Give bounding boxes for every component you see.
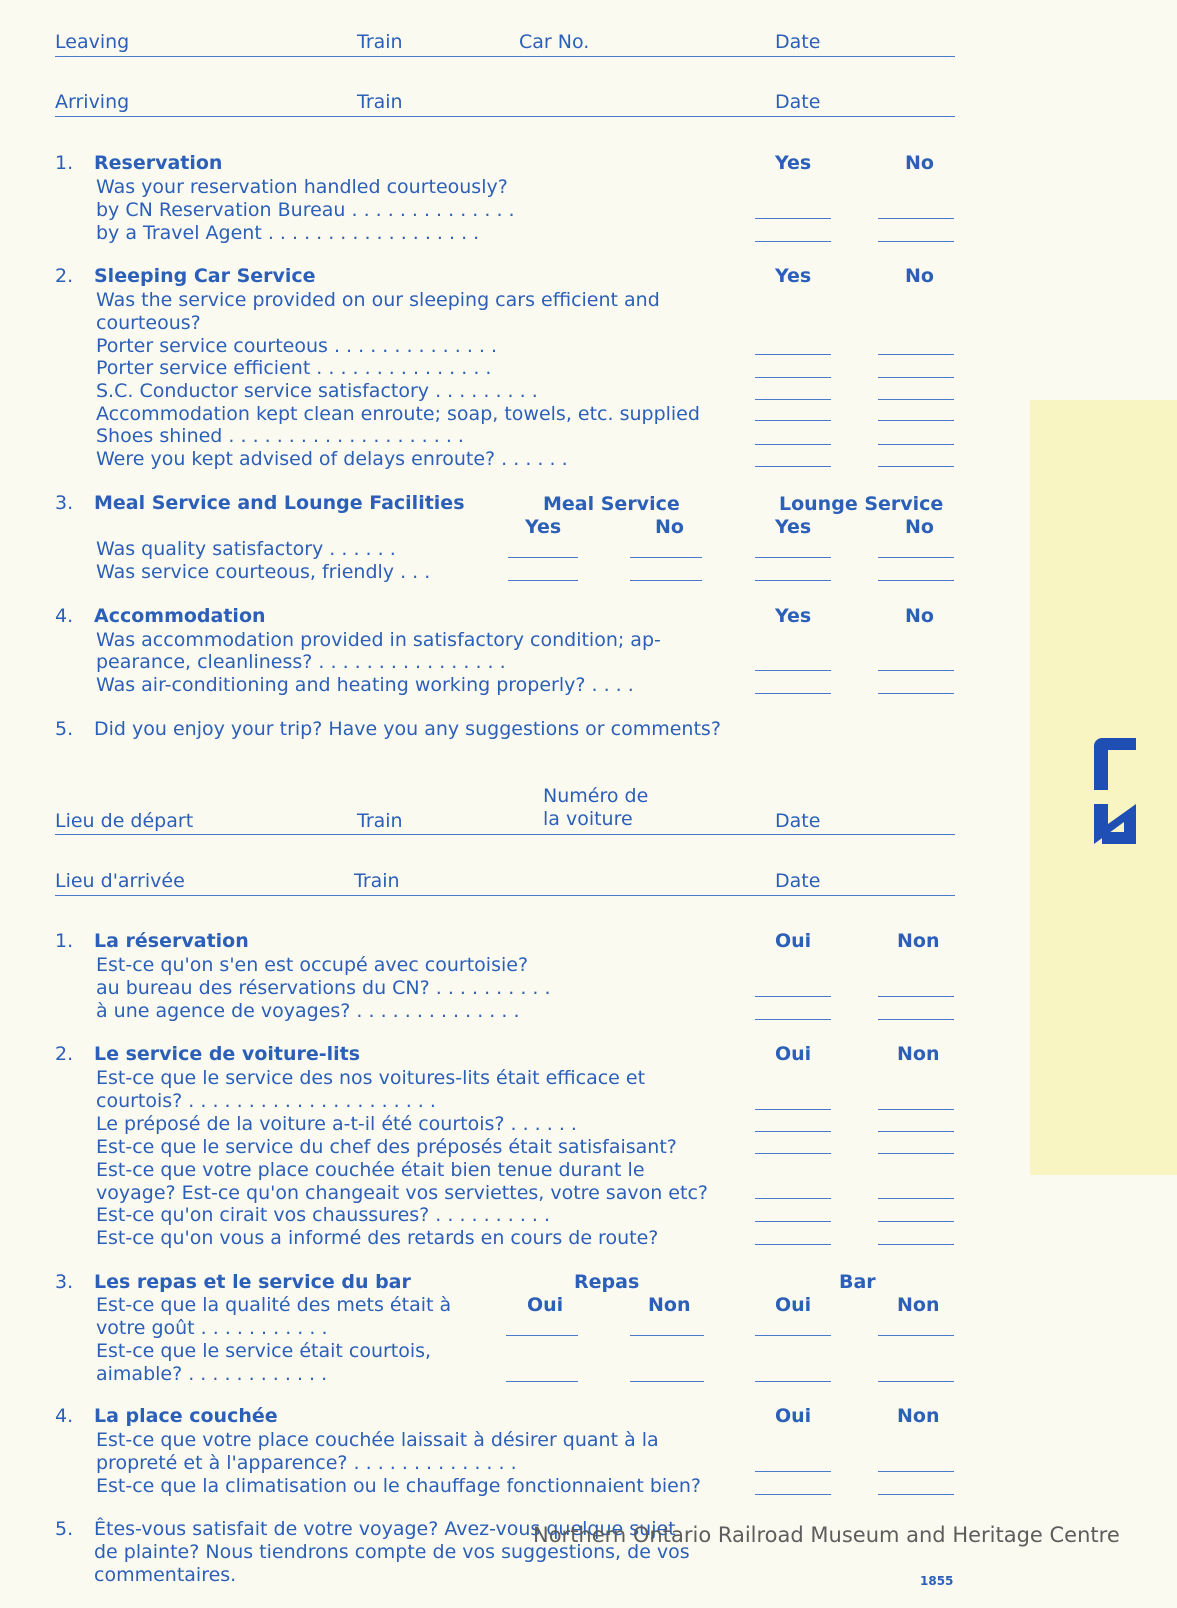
answer-blank[interactable] [878,693,954,694]
fr-q4-title: La place couchée [94,1405,278,1427]
fr-date-label-2: Date [775,870,821,892]
answer-blank[interactable] [755,693,831,694]
q3-title: Meal Service and Lounge Facilities [94,492,465,514]
fr-q5-line: Êtes-vous satisfait de votre voyage? Avez-vous quelque sujet [94,1518,676,1540]
fr-q2-line: Est-ce qu'on vous a informé des retards en cours de route? [96,1227,659,1249]
fr-date-label: Date [775,810,821,832]
meal-no-header: No [655,516,684,538]
answer-blank[interactable] [630,580,702,581]
q5-text: Did you enjoy your trip? Have you any suggestions or comments? [94,718,721,740]
arrivee-label: Lieu d'arrivée [55,870,185,892]
answer-blank[interactable] [878,1471,954,1472]
q1-number: 1. [55,152,74,174]
fr-q4-number: 4. [55,1405,74,1427]
q2-no-header: No [905,265,934,287]
lounge-yes-header: Yes [775,516,812,538]
answer-blank[interactable] [506,1381,578,1382]
cn-logo-icon [1084,732,1154,862]
lounge-no-header: No [905,516,934,538]
answer-blank[interactable] [878,1244,954,1245]
fr-q4-line: Est-ce que votre place couchée laissait à désirer quant à la [96,1429,659,1451]
q2-item: Accommodation kept clean enroute; soap, towels, etc. supplied [96,403,700,425]
q4-title: Accommodation [94,605,266,627]
fr-train-label: Train [357,810,403,832]
fr-q5-line: commentaires. [94,1564,237,1586]
answer-blank[interactable] [878,354,954,355]
answer-blank[interactable] [878,996,954,997]
fr-q1-non-header: Non [897,930,940,952]
answer-blank[interactable] [878,218,954,219]
fr-q2-title: Le service de voiture-lits [94,1043,361,1065]
answer-blank[interactable] [755,1381,831,1382]
meal-yes-header: Yes [525,516,562,538]
answer-blank[interactable] [755,1198,831,1199]
answer-blank[interactable] [755,1494,831,1495]
train-label: Train [357,31,403,53]
depart-label: Lieu de départ [55,810,194,832]
answer-blank[interactable] [878,1198,954,1199]
q4-no-header: No [905,605,934,627]
q2-item: Were you kept advised of delays enroute? . . . . . . [96,448,568,470]
answer-blank[interactable] [755,354,831,355]
answer-blank[interactable] [755,1131,831,1132]
lounge-service-header: Lounge Service [779,493,944,515]
answer-blank[interactable] [878,399,954,400]
q2-item: Porter service courteous . . . . . . . . . . . . . . [96,335,498,357]
fr-q3-number: 3. [55,1271,74,1293]
fr-q5-line: de plainte? Nous tiendrons compte de vos suggestions, de vos [94,1541,690,1563]
q4-text: pearance, cleanliness? . . . . . . . . . . . . . . . . [96,651,506,673]
answer-blank[interactable] [878,670,954,671]
fr-q3-line: votre goût . . . . . . . . . . . [96,1317,328,1339]
answer-blank[interactable] [755,1335,831,1336]
voiture-label: la voiture [543,808,633,830]
form-number: 1855 [920,1574,954,1588]
q1-text: Was your reservation handled courteously? [96,176,508,198]
answer-blank[interactable] [878,1153,954,1154]
answer-blank[interactable] [755,1153,831,1154]
arrivee-rule [55,895,955,896]
answer-blank[interactable] [878,1381,954,1382]
date-label-2: Date [775,91,821,113]
arriving-rule [55,116,955,117]
q4-yes-header: Yes [775,605,812,627]
answer-blank[interactable] [755,1221,831,1222]
answer-blank[interactable] [755,996,831,997]
depart-rule [55,834,955,835]
numero-label: Numéro de [543,785,649,807]
answer-blank[interactable] [755,580,831,581]
q1-item: by a Travel Agent . . . . . . . . . . . . . . . . . . [96,222,480,244]
answer-blank[interactable] [878,557,954,558]
bar-non-header: Non [897,1294,940,1316]
answer-blank[interactable] [878,377,954,378]
answer-blank[interactable] [630,1335,704,1336]
answer-blank[interactable] [878,1109,954,1110]
answer-blank[interactable] [755,377,831,378]
answer-blank[interactable] [630,1381,704,1382]
q2-number: 2. [55,265,74,287]
answer-blank[interactable] [878,1131,954,1132]
q2-text: Was the service provided on our sleeping cars efficient and [96,289,660,311]
fr-q2-line: Est-ce que votre place couchée était bien tenue durant le [96,1159,645,1181]
answer-blank[interactable] [878,1019,954,1020]
fr-q3-line: aimable? . . . . . . . . . . . . [96,1363,328,1385]
q2-item: Shoes shined . . . . . . . . . . . . . . . . . . . . [96,425,464,447]
answer-blank[interactable] [630,557,702,558]
fr-q1-number: 1. [55,930,74,952]
answer-blank[interactable] [878,1221,954,1222]
fr-q1-oui-header: Oui [775,930,812,952]
q1-title: Reservation [94,152,223,174]
fr-q2-line: Est-ce qu'on cirait vos chaussures? . . . . . . . . . . [96,1204,551,1226]
q2-text: courteous? [96,312,201,334]
answer-blank[interactable] [878,444,954,445]
fr-q4-line: propreté et à l'apparence? . . . . . . . . . . . . . . [96,1452,517,1474]
meal-service-header: Meal Service [543,493,680,515]
answer-blank[interactable] [506,1335,578,1336]
answer-blank[interactable] [878,466,954,467]
q4-text: Was accommodation provided in satisfactory condition; ap- [96,629,661,651]
q5-number: 5. [55,718,74,740]
answer-blank[interactable] [755,670,831,671]
answer-blank[interactable] [755,1244,831,1245]
fr-q2-line: Est-ce que le service du chef des préposés était satisfaisant? [96,1136,677,1158]
repas-header: Repas [574,1271,640,1293]
fr-q4-line: Est-ce que la climatisation ou le chauffage fonctionnaient bien? [96,1475,701,1497]
fr-train-label-2: Train [354,870,400,892]
fr-q3-line: Est-ce que le service était courtois, [96,1340,432,1362]
q2-item: S.C. Conductor service satisfactory . . . . . . . . . [96,380,538,402]
leaving-label: Leaving [55,31,130,53]
arriving-label: Arriving [55,91,130,113]
bar-header: Bar [839,1271,876,1293]
fr-q4-non-header: Non [897,1405,940,1427]
answer-blank[interactable] [755,444,831,445]
q4-text: Was air-conditioning and heating working properly? . . . . [96,674,634,696]
fr-q2-line: voyage? Est-ce qu'on changeait vos serviettes, votre savon etc? [96,1182,708,1204]
answer-blank[interactable] [508,557,578,558]
answer-blank[interactable] [878,420,954,421]
answer-blank[interactable] [755,218,831,219]
watermark: Northern Ontario Railroad Museum and Heritage Centre [533,1523,1120,1547]
fr-q2-line: Est-ce que le service des nos voitures-lits était efficace et [96,1067,646,1089]
answer-blank[interactable] [755,1019,831,1020]
repas-non-header: Non [648,1294,691,1316]
leaving-rule [55,56,955,57]
answer-blank[interactable] [755,241,831,242]
q2-yes-header: Yes [775,265,812,287]
fr-q5-number: 5. [55,1518,74,1540]
fr-q4-oui-header: Oui [775,1405,812,1427]
q3-item: Was service courteous, friendly . . . [96,561,431,583]
train-label-2: Train [357,91,403,113]
answer-blank[interactable] [508,580,578,581]
answer-blank[interactable] [755,466,831,467]
bar-oui-header: Oui [775,1294,812,1316]
fr-q1-text: Est-ce qu'on s'en est occupé avec courtoisie? [96,954,529,976]
fr-q3-line: Est-ce que la qualité des mets était à [96,1294,452,1316]
answer-blank[interactable] [755,1471,831,1472]
q1-yes-header: Yes [775,152,812,174]
answer-blank[interactable] [755,557,831,558]
fr-q1-title: La réservation [94,930,249,952]
q1-item: by CN Reservation Bureau . . . . . . . . . . . . . . [96,199,515,221]
answer-blank[interactable] [755,399,831,400]
answer-blank[interactable] [878,1494,954,1495]
q3-item: Was quality satisfactory . . . . . . [96,538,396,560]
car-no-label: Car No. [519,31,590,53]
answer-blank[interactable] [755,1109,831,1110]
fr-q1-item: au bureau des réservations du CN? . . . . . . . . . . [96,977,551,999]
fr-q3-title: Les repas et le service du bar [94,1271,411,1293]
fr-q2-line: courtois? . . . . . . . . . . . . . . . . . . . . . [96,1090,436,1112]
fr-q2-line: Le préposé de la voiture a-t-il été courtois? . . . . . . [96,1113,577,1135]
q2-title: Sleeping Car Service [94,265,316,287]
answer-blank[interactable] [878,241,954,242]
fr-q2-non-header: Non [897,1043,940,1065]
fr-q2-oui-header: Oui [775,1043,812,1065]
q3-number: 3. [55,492,74,514]
answer-blank[interactable] [755,420,831,421]
date-label: Date [775,31,821,53]
repas-oui-header: Oui [527,1294,564,1316]
fr-q2-number: 2. [55,1043,74,1065]
q2-item: Porter service efficient . . . . . . . . . . . . . . . [96,357,492,379]
q1-no-header: No [905,152,934,174]
answer-blank[interactable] [878,580,954,581]
q4-number: 4. [55,605,74,627]
fr-q1-item: à une agence de voyages? . . . . . . . . . . . . . . [96,1000,520,1022]
answer-blank[interactable] [878,1335,954,1336]
